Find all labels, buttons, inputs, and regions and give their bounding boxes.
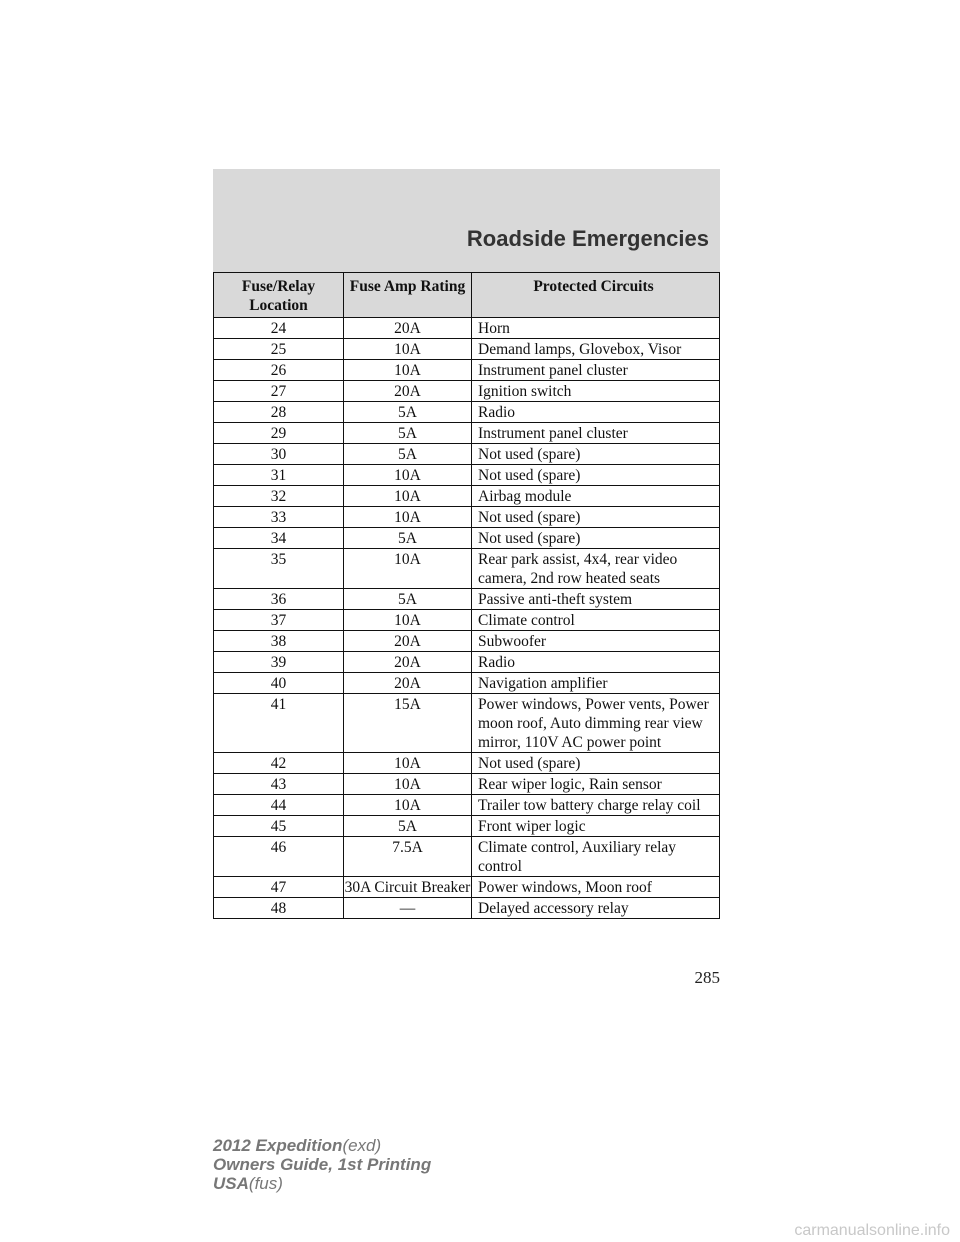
protected-circuit-cell: Not used (spare): [472, 444, 720, 465]
table-row: [214, 631, 720, 652]
fuse-location-cell: 39: [214, 652, 344, 673]
table-row: [214, 507, 720, 528]
header-amp-rating: Fuse Amp Rating: [344, 273, 472, 318]
amp-rating-cell: 10A: [344, 465, 472, 486]
footer-model: 2012 Expedition: [213, 1136, 343, 1155]
table-row: [214, 795, 720, 816]
table-row: [214, 898, 720, 919]
header-protected-circuits: Protected Circuits: [472, 273, 720, 318]
protected-circuit-cell: Rear park assist, 4x4, rear video camera, 2nd row heated seats: [472, 549, 720, 589]
section-title: Roadside Emergencies: [466, 226, 709, 251]
protected-circuit-cell: Climate control: [472, 610, 720, 631]
table-row: [214, 318, 720, 339]
protected-circuit-cell: Climate control, Auxiliary relay control: [472, 837, 720, 877]
protected-circuit-cell: Navigation amplifier: [472, 673, 720, 694]
header-location: Fuse/Relay Location: [214, 273, 344, 318]
watermark: carmanualsonline.info: [794, 1222, 950, 1239]
amp-rating-cell: 10A: [344, 486, 472, 507]
footer-market-code: (fus): [248, 1174, 283, 1193]
footer-market: USA: [213, 1174, 249, 1193]
fuse-location-cell: 31: [214, 465, 344, 486]
table-row: [214, 465, 720, 486]
amp-rating-cell: 10A: [344, 610, 472, 631]
footer-line-1: [213, 1136, 431, 1155]
fuse-location-cell: 48: [214, 898, 344, 919]
fuse-location-cell: 47: [214, 877, 344, 898]
fuse-location-cell: 40: [214, 673, 344, 694]
protected-circuit-cell: Not used (spare): [472, 753, 720, 774]
protected-circuit-cell: Passive anti-theft system: [472, 589, 720, 610]
footer-model-code: (exd): [342, 1136, 382, 1155]
amp-rating-cell: 20A: [344, 631, 472, 652]
amp-rating-cell: 5A: [344, 816, 472, 837]
footer-line-3: [213, 1174, 431, 1193]
fuse-location-cell: 36: [214, 589, 344, 610]
table-row: [214, 486, 720, 507]
amp-rating-cell: 30A Circuit Breaker: [344, 877, 472, 898]
protected-circuit-cell: Rear wiper logic, Rain sensor: [472, 774, 720, 795]
amp-rating-cell: 10A: [344, 360, 472, 381]
fuse-table: [213, 272, 720, 919]
protected-circuit-cell: Instrument panel cluster: [472, 423, 720, 444]
table-header-row: [214, 273, 720, 318]
fuse-location-cell: 25: [214, 339, 344, 360]
table-row: [214, 673, 720, 694]
table-row: [214, 694, 720, 753]
amp-rating-cell: 10A: [344, 549, 472, 589]
fuse-location-cell: 43: [214, 774, 344, 795]
fuse-location-cell: 24: [214, 318, 344, 339]
fuse-location-cell: 35: [214, 549, 344, 589]
table-row: [214, 360, 720, 381]
table-row: [214, 549, 720, 589]
table-row: [214, 444, 720, 465]
table-row: [214, 339, 720, 360]
table-body: [214, 318, 720, 919]
protected-circuit-cell: Not used (spare): [472, 528, 720, 549]
protected-circuit-cell: Ignition switch: [472, 381, 720, 402]
fuse-location-cell: 46: [214, 837, 344, 877]
table-row: [214, 774, 720, 795]
table-row: [214, 423, 720, 444]
footer-edition: Owners Guide, 1st Printing: [213, 1155, 432, 1174]
amp-rating-cell: 20A: [344, 652, 472, 673]
amp-rating-cell: 5A: [344, 444, 472, 465]
amp-rating-cell: 5A: [344, 402, 472, 423]
fuse-location-cell: 26: [214, 360, 344, 381]
table-row: [214, 753, 720, 774]
amp-rating-cell: 10A: [344, 774, 472, 795]
amp-rating-cell: 10A: [344, 507, 472, 528]
fuse-location-cell: 37: [214, 610, 344, 631]
fuse-location-cell: 45: [214, 816, 344, 837]
footer: [213, 1136, 431, 1193]
fuse-location-cell: 42: [214, 753, 344, 774]
table-row: [214, 381, 720, 402]
protected-circuit-cell: Instrument panel cluster: [472, 360, 720, 381]
table-row: [214, 816, 720, 837]
page-number: 285: [694, 968, 720, 987]
fuse-location-cell: 29: [214, 423, 344, 444]
fuse-location-cell: 41: [214, 694, 344, 753]
table-row: [214, 652, 720, 673]
amp-rating-cell: 5A: [344, 589, 472, 610]
protected-circuit-cell: Power windows, Power vents, Power moon roof, Auto dimming rear view mirror, 110V AC power point: [472, 694, 720, 753]
amp-rating-cell: 5A: [344, 528, 472, 549]
table-row: [214, 610, 720, 631]
fuse-location-cell: 28: [214, 402, 344, 423]
fuse-location-cell: 33: [214, 507, 344, 528]
protected-circuit-cell: Horn: [472, 318, 720, 339]
amp-rating-cell: 10A: [344, 753, 472, 774]
table-row: [214, 837, 720, 877]
amp-rating-cell: 10A: [344, 795, 472, 816]
protected-circuit-cell: Front wiper logic: [472, 816, 720, 837]
protected-circuit-cell: Demand lamps, Glovebox, Visor: [472, 339, 720, 360]
amp-rating-cell: 20A: [344, 381, 472, 402]
amp-rating-cell: 20A: [344, 318, 472, 339]
protected-circuit-cell: Not used (spare): [472, 507, 720, 528]
protected-circuit-cell: Power windows, Moon roof: [472, 877, 720, 898]
protected-circuit-cell: Subwoofer: [472, 631, 720, 652]
table-row: [214, 402, 720, 423]
fuse-location-cell: 38: [214, 631, 344, 652]
protected-circuit-cell: Trailer tow battery charge relay coil: [472, 795, 720, 816]
amp-rating-cell: —: [344, 898, 472, 919]
fuse-location-cell: 30: [214, 444, 344, 465]
protected-circuit-cell: Delayed accessory relay: [472, 898, 720, 919]
table-row: [214, 877, 720, 898]
table-row: [214, 589, 720, 610]
amp-rating-cell: 10A: [344, 339, 472, 360]
amp-rating-cell: 15A: [344, 694, 472, 753]
fuse-location-cell: 34: [214, 528, 344, 549]
fuse-location-cell: 44: [214, 795, 344, 816]
table-row: [214, 528, 720, 549]
protected-circuit-cell: Not used (spare): [472, 465, 720, 486]
amp-rating-cell: 5A: [344, 423, 472, 444]
protected-circuit-cell: Radio: [472, 402, 720, 423]
fuse-location-cell: 27: [214, 381, 344, 402]
amp-rating-cell: 7.5A: [344, 837, 472, 877]
fuse-location-cell: 32: [214, 486, 344, 507]
protected-circuit-cell: Airbag module: [472, 486, 720, 507]
amp-rating-cell: 20A: [344, 673, 472, 694]
protected-circuit-cell: Radio: [472, 652, 720, 673]
